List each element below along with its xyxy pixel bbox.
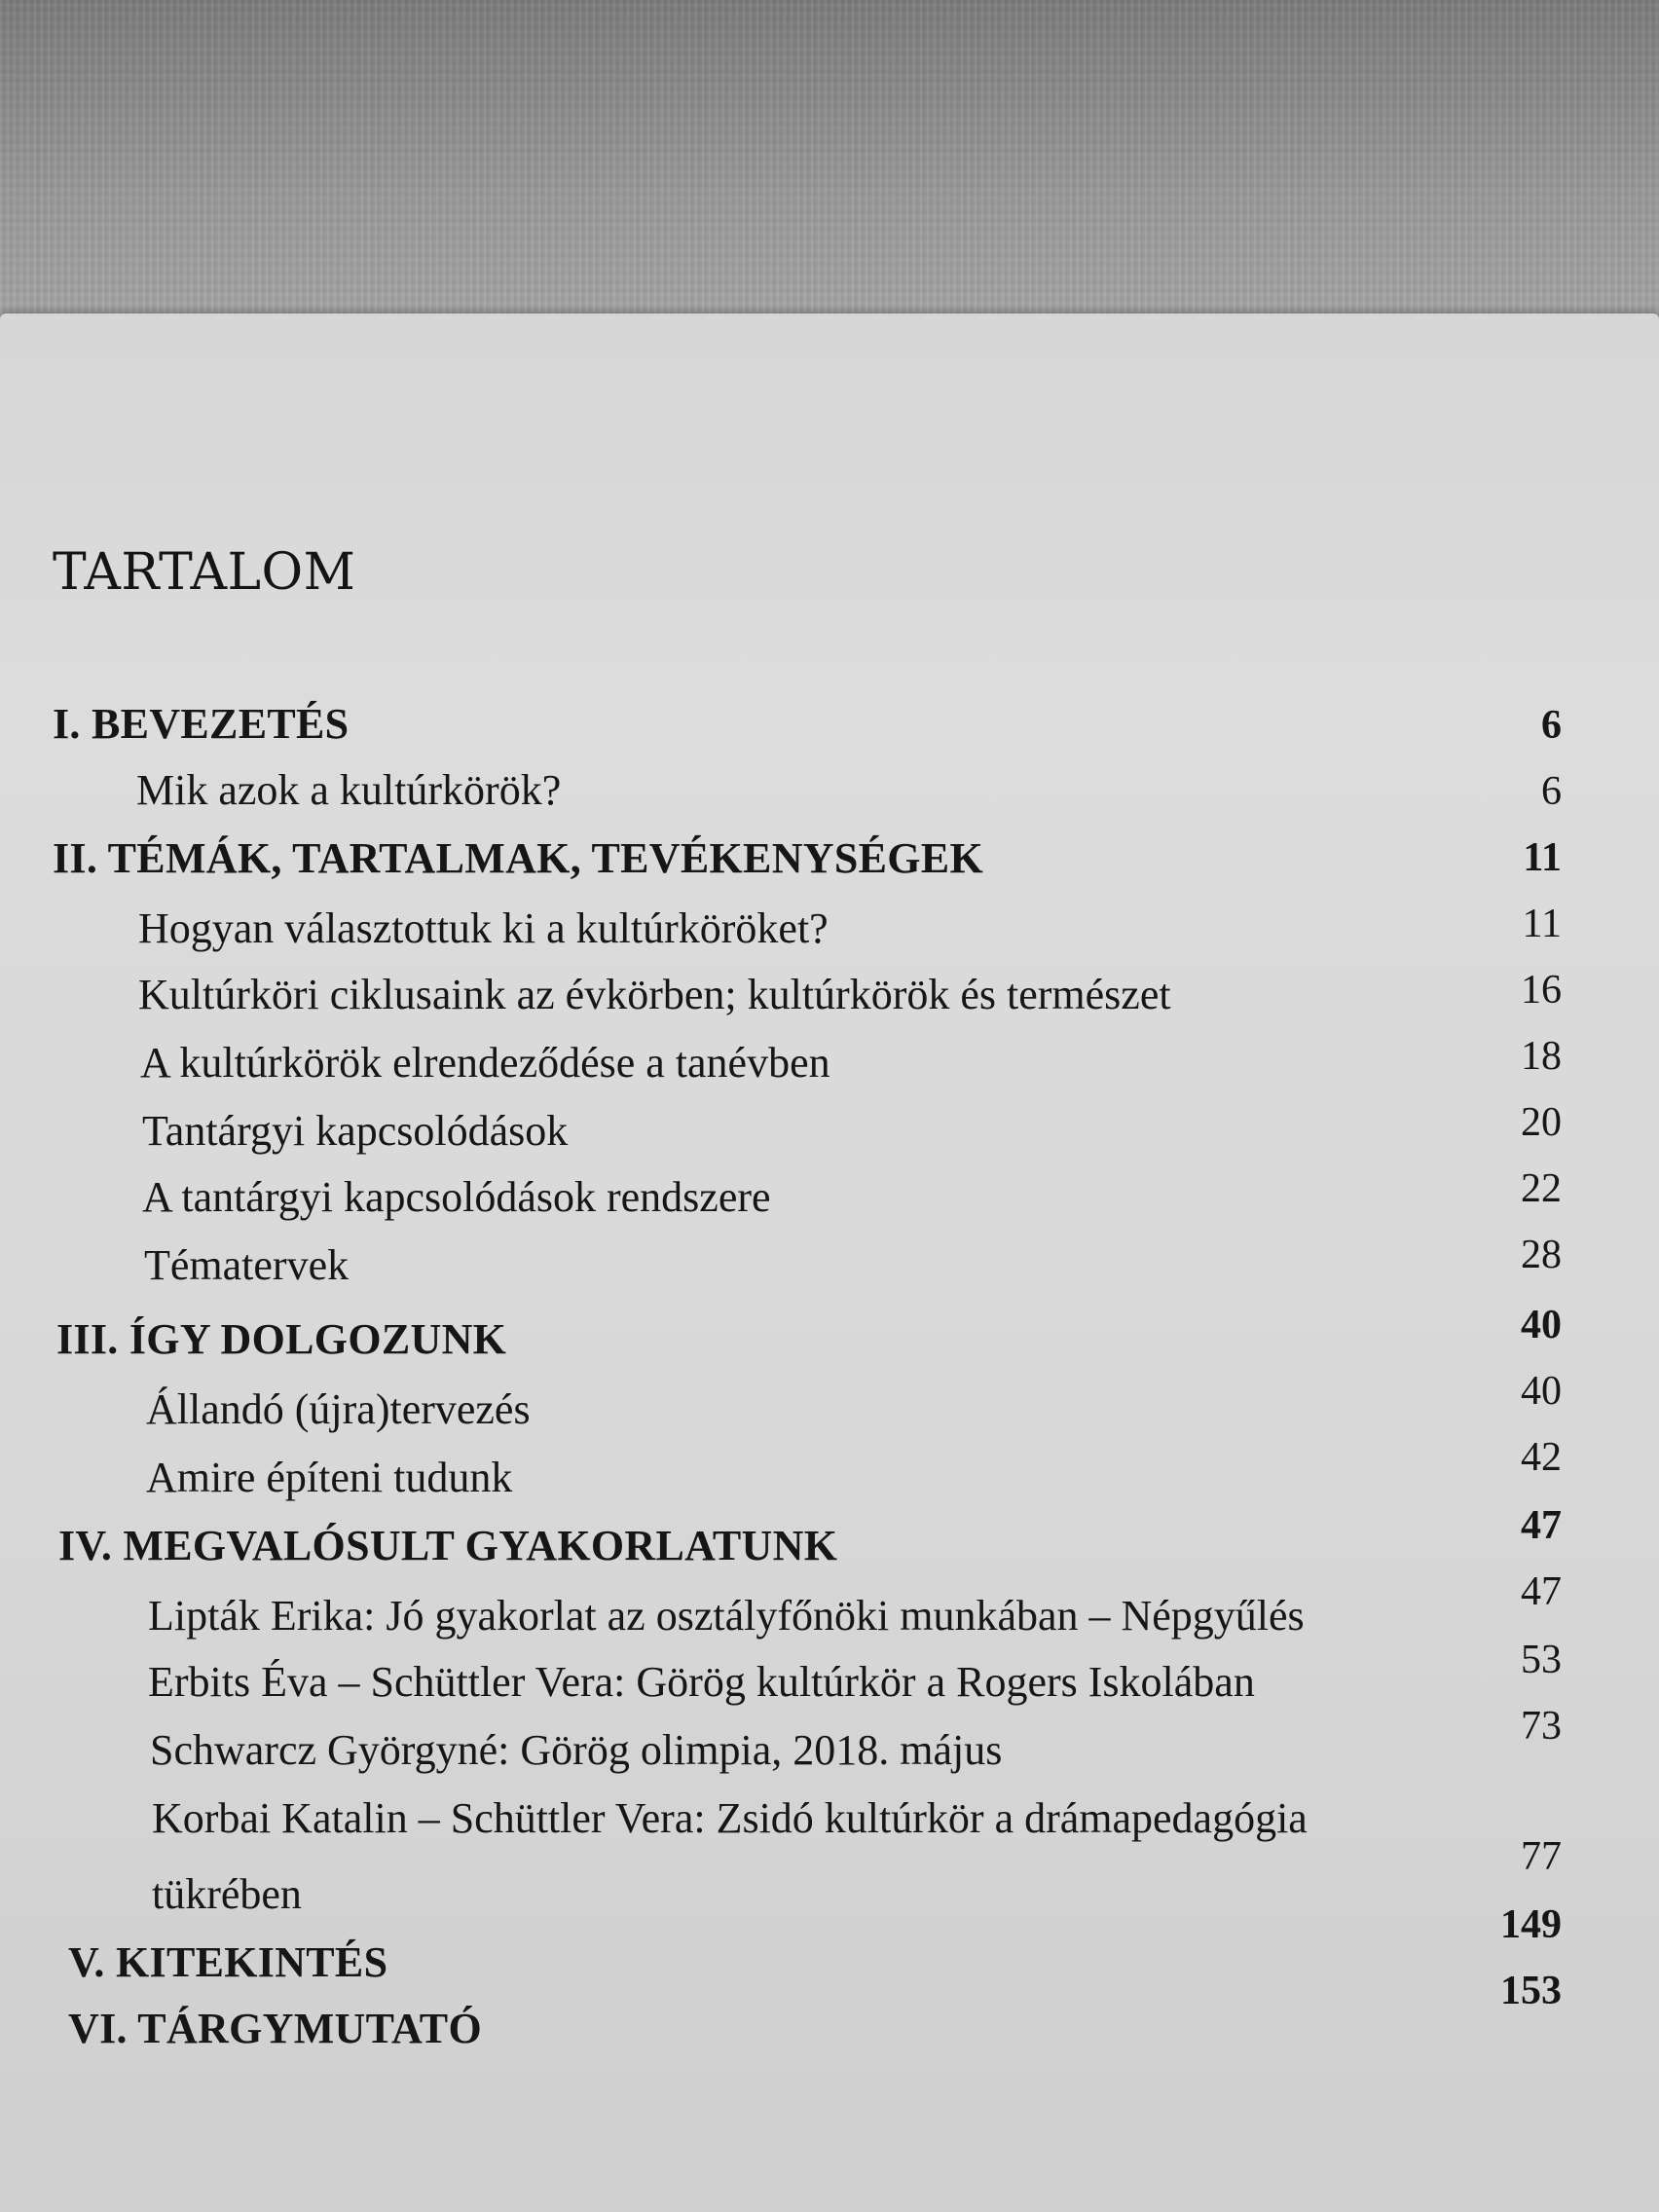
toc-page-6: 153 <box>1500 1969 1562 2013</box>
toc-entry: A tantárgyi kapcsolódások rendszere <box>142 1173 771 1221</box>
toc-page-1: 6 <box>1541 703 1562 748</box>
toc-page-4: 47 <box>1521 1503 1562 1548</box>
toc-entry: Állandó (újra)tervezés <box>146 1385 531 1433</box>
toc-entry: Erbits Éva – Schüttler Vera: Görög kultúrkör a Rogers Iskolában <box>148 1658 1255 1706</box>
toc-entry-page: 47 <box>1521 1569 1562 1614</box>
toc-entry-page: 77 <box>1521 1834 1562 1879</box>
toc-entry-page: 20 <box>1521 1100 1562 1145</box>
toc-entry-page: 6 <box>1541 769 1562 814</box>
toc-page-3: 40 <box>1521 1303 1562 1347</box>
toc-entry: Amire építeni tudunk <box>146 1454 513 1501</box>
toc-chapter-5: V. KITEKINTÉS <box>68 1938 388 1986</box>
toc-entry: Tantárgyi kapcsolódások <box>142 1107 569 1155</box>
toc-entry: A kultúrkörök elrendeződése a tanévben <box>140 1039 830 1087</box>
toc-entry-page: 18 <box>1521 1034 1562 1079</box>
toc-entry: Hogyan választottuk ki a kultúrköröket? <box>138 904 829 952</box>
toc-entry-page: 11 <box>1522 902 1562 946</box>
toc-chapter-6: VI. TÁRGYMUTATÓ <box>68 2005 482 2052</box>
toc-entry-continuation: tükrében <box>152 1870 302 1918</box>
toc-entry: Schwarcz Györgyné: Görög olimpia, 2018. május <box>150 1726 1003 1774</box>
toc-chapter-4: IV. MEGVALÓSULT GYAKORLATUNK <box>58 1522 838 1569</box>
toc-entry: Lipták Erika: Jó gyakorlat az osztályfőnöki munkában – Népgyűlés <box>148 1592 1305 1640</box>
toc-entry-page: 73 <box>1521 1704 1562 1749</box>
toc-entry-page: 28 <box>1521 1233 1562 1277</box>
background-surface <box>0 0 1659 321</box>
toc-page-5: 149 <box>1500 1902 1562 1947</box>
toc-chapter-3: III. ÍGY DOLGOZUNK <box>56 1315 507 1363</box>
toc-entry-page: 42 <box>1521 1435 1562 1480</box>
toc-chapter-2: II. TÉMÁK, TARTALMAK, TEVÉKENYSÉGEK <box>53 834 983 882</box>
toc-entry-page: 16 <box>1521 968 1562 1013</box>
toc-entry-page: 40 <box>1521 1369 1562 1414</box>
toc-entry-page: 22 <box>1521 1166 1562 1211</box>
toc-page-2: 11 <box>1523 835 1562 880</box>
toc-entry: Mik azok a kultúrkörök? <box>136 766 562 814</box>
page-title: TARTALOM <box>53 543 356 602</box>
toc-entry: Tématervek <box>144 1241 350 1289</box>
toc-entry-page: 53 <box>1521 1638 1562 1682</box>
toc-chapter-1: I. BEVEZETÉS <box>53 700 350 748</box>
toc-entry: Korbai Katalin – Schüttler Vera: Zsidó kultúrkör a drámapedagógia <box>152 1794 1308 1842</box>
toc-entry: Kultúrköri ciklusaink az évkörben; kultúrkörök és természet <box>138 971 1171 1018</box>
